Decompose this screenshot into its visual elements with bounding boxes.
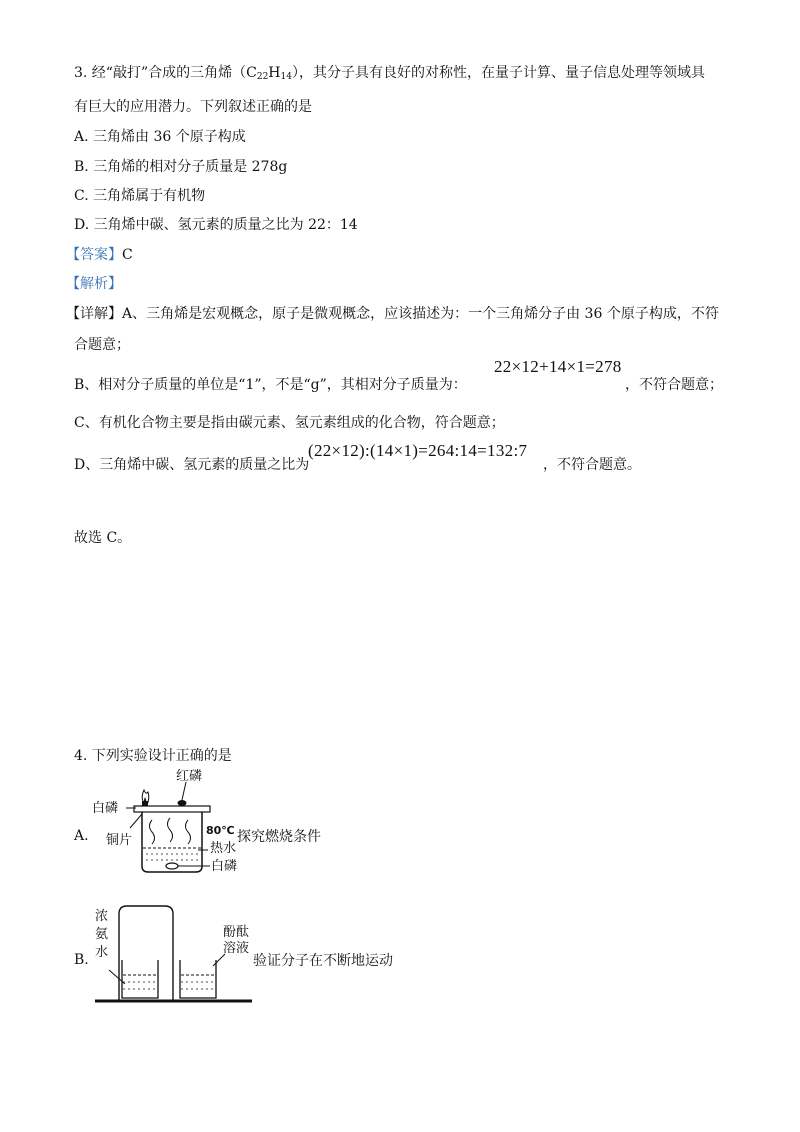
q3-detail-d-equation: (22×12):(14×1)=264:14=132:7 [308, 441, 528, 460]
red-phosphorus [178, 800, 187, 806]
q4-option-b-text: 验证分子在不断地运动 [253, 953, 393, 969]
copper-sheet [134, 806, 210, 812]
q4-option-a-text: 探究燃烧条件 [237, 829, 321, 845]
label-ammonia-3: 水 [95, 945, 109, 960]
q4-option-b-label: B. [74, 952, 89, 968]
label-ammonia-1: 浓 [95, 909, 109, 924]
label-hot-water: 热水 [210, 841, 237, 856]
q3-detail-b-post: ，不符合题意； [625, 377, 723, 393]
q3-stem-line1-pre: 3. 经“敲打”合成的三角烯（C [74, 65, 257, 81]
q4-stem: 4. 下列实验设计正确的是 [74, 748, 232, 764]
label-copper-sheet: 铜片 [106, 833, 133, 848]
answer-value: C [122, 247, 133, 263]
large-beaker [119, 906, 173, 1001]
white-phosphorus-underwater [166, 863, 178, 869]
q3-conclusion: 故选 C。 [74, 530, 132, 546]
q3-answer [66, 244, 133, 264]
detail-tag: 【详解】 [66, 306, 122, 322]
label-phenolphthalein-1: 酚酞 [223, 925, 250, 940]
label-red-phosphorus: 红磷 [176, 769, 203, 784]
q3-option-a: A. 三角烯由 36 个原子构成 [74, 129, 246, 145]
phenolphthalein-beaker [180, 960, 216, 998]
analysis-tag: 【解析】 [66, 276, 122, 292]
q3-detail-b-text: B、相对分子质量的单位是“1”，不是“g”，其相对分子质量为： [74, 377, 467, 393]
label-white-phosphorus-bottom: 白磷 [211, 859, 238, 874]
q3-detail-d-post: ，不符合题意。 [543, 457, 641, 473]
q3-detail-a-line1 [66, 303, 719, 323]
ammonia-beaker [122, 960, 158, 998]
q3-detail-d-text: D、三角烯中碳、氢元素的质量之比为 [74, 457, 310, 473]
q3-detail-a-line2: 合题意； [74, 337, 130, 353]
detail-a-text: A、三角烯是宏观概念，原子是微观概念，应该描述为：一个三角烯分子由 36 个原子构成，不符 [122, 306, 719, 322]
answer-tag: 【答案】 [66, 247, 122, 263]
molecular-motion-figure [95, 904, 255, 1004]
q3-option-c: C. 三角烯属于有机物 [74, 188, 206, 204]
combustion-apparatus-figure [90, 768, 250, 878]
q3-formula-h: H [268, 65, 281, 81]
label-phenolphthalein-2: 溶液 [223, 941, 250, 956]
label-ammonia-2: 氨 [95, 927, 109, 942]
q3-formula-h-subscript: 14 [280, 72, 292, 82]
q3-detail-b-equation: 22×12+14×1=278 [494, 357, 622, 376]
q4-option-a-label: A. [74, 828, 89, 844]
label-white-phosphorus-top: 白磷 [92, 801, 119, 816]
q3-stem-line2: 有巨大的应用潜力。下列叙述正确的是 [74, 99, 312, 115]
q3-option-d: D. 三角烯中碳、氢元素的质量之比为 22：14 [74, 217, 358, 233]
flame-icon [142, 790, 149, 806]
label-temperature: 80℃ [206, 824, 235, 837]
q3-formula-c-subscript: 22 [256, 72, 269, 82]
q3-option-b: B. 三角烯的相对分子质量是 278g [74, 159, 288, 175]
q3-stem-line1 [74, 62, 705, 82]
q3-stem-line1-post: ），其分子具有良好的对称性，在量子计算、量子信息处理等领域具 [291, 65, 705, 81]
q3-detail-c: C、有机化合物主要是指由碳元素、氢元素组成的化合物，符合题意； [74, 415, 505, 431]
